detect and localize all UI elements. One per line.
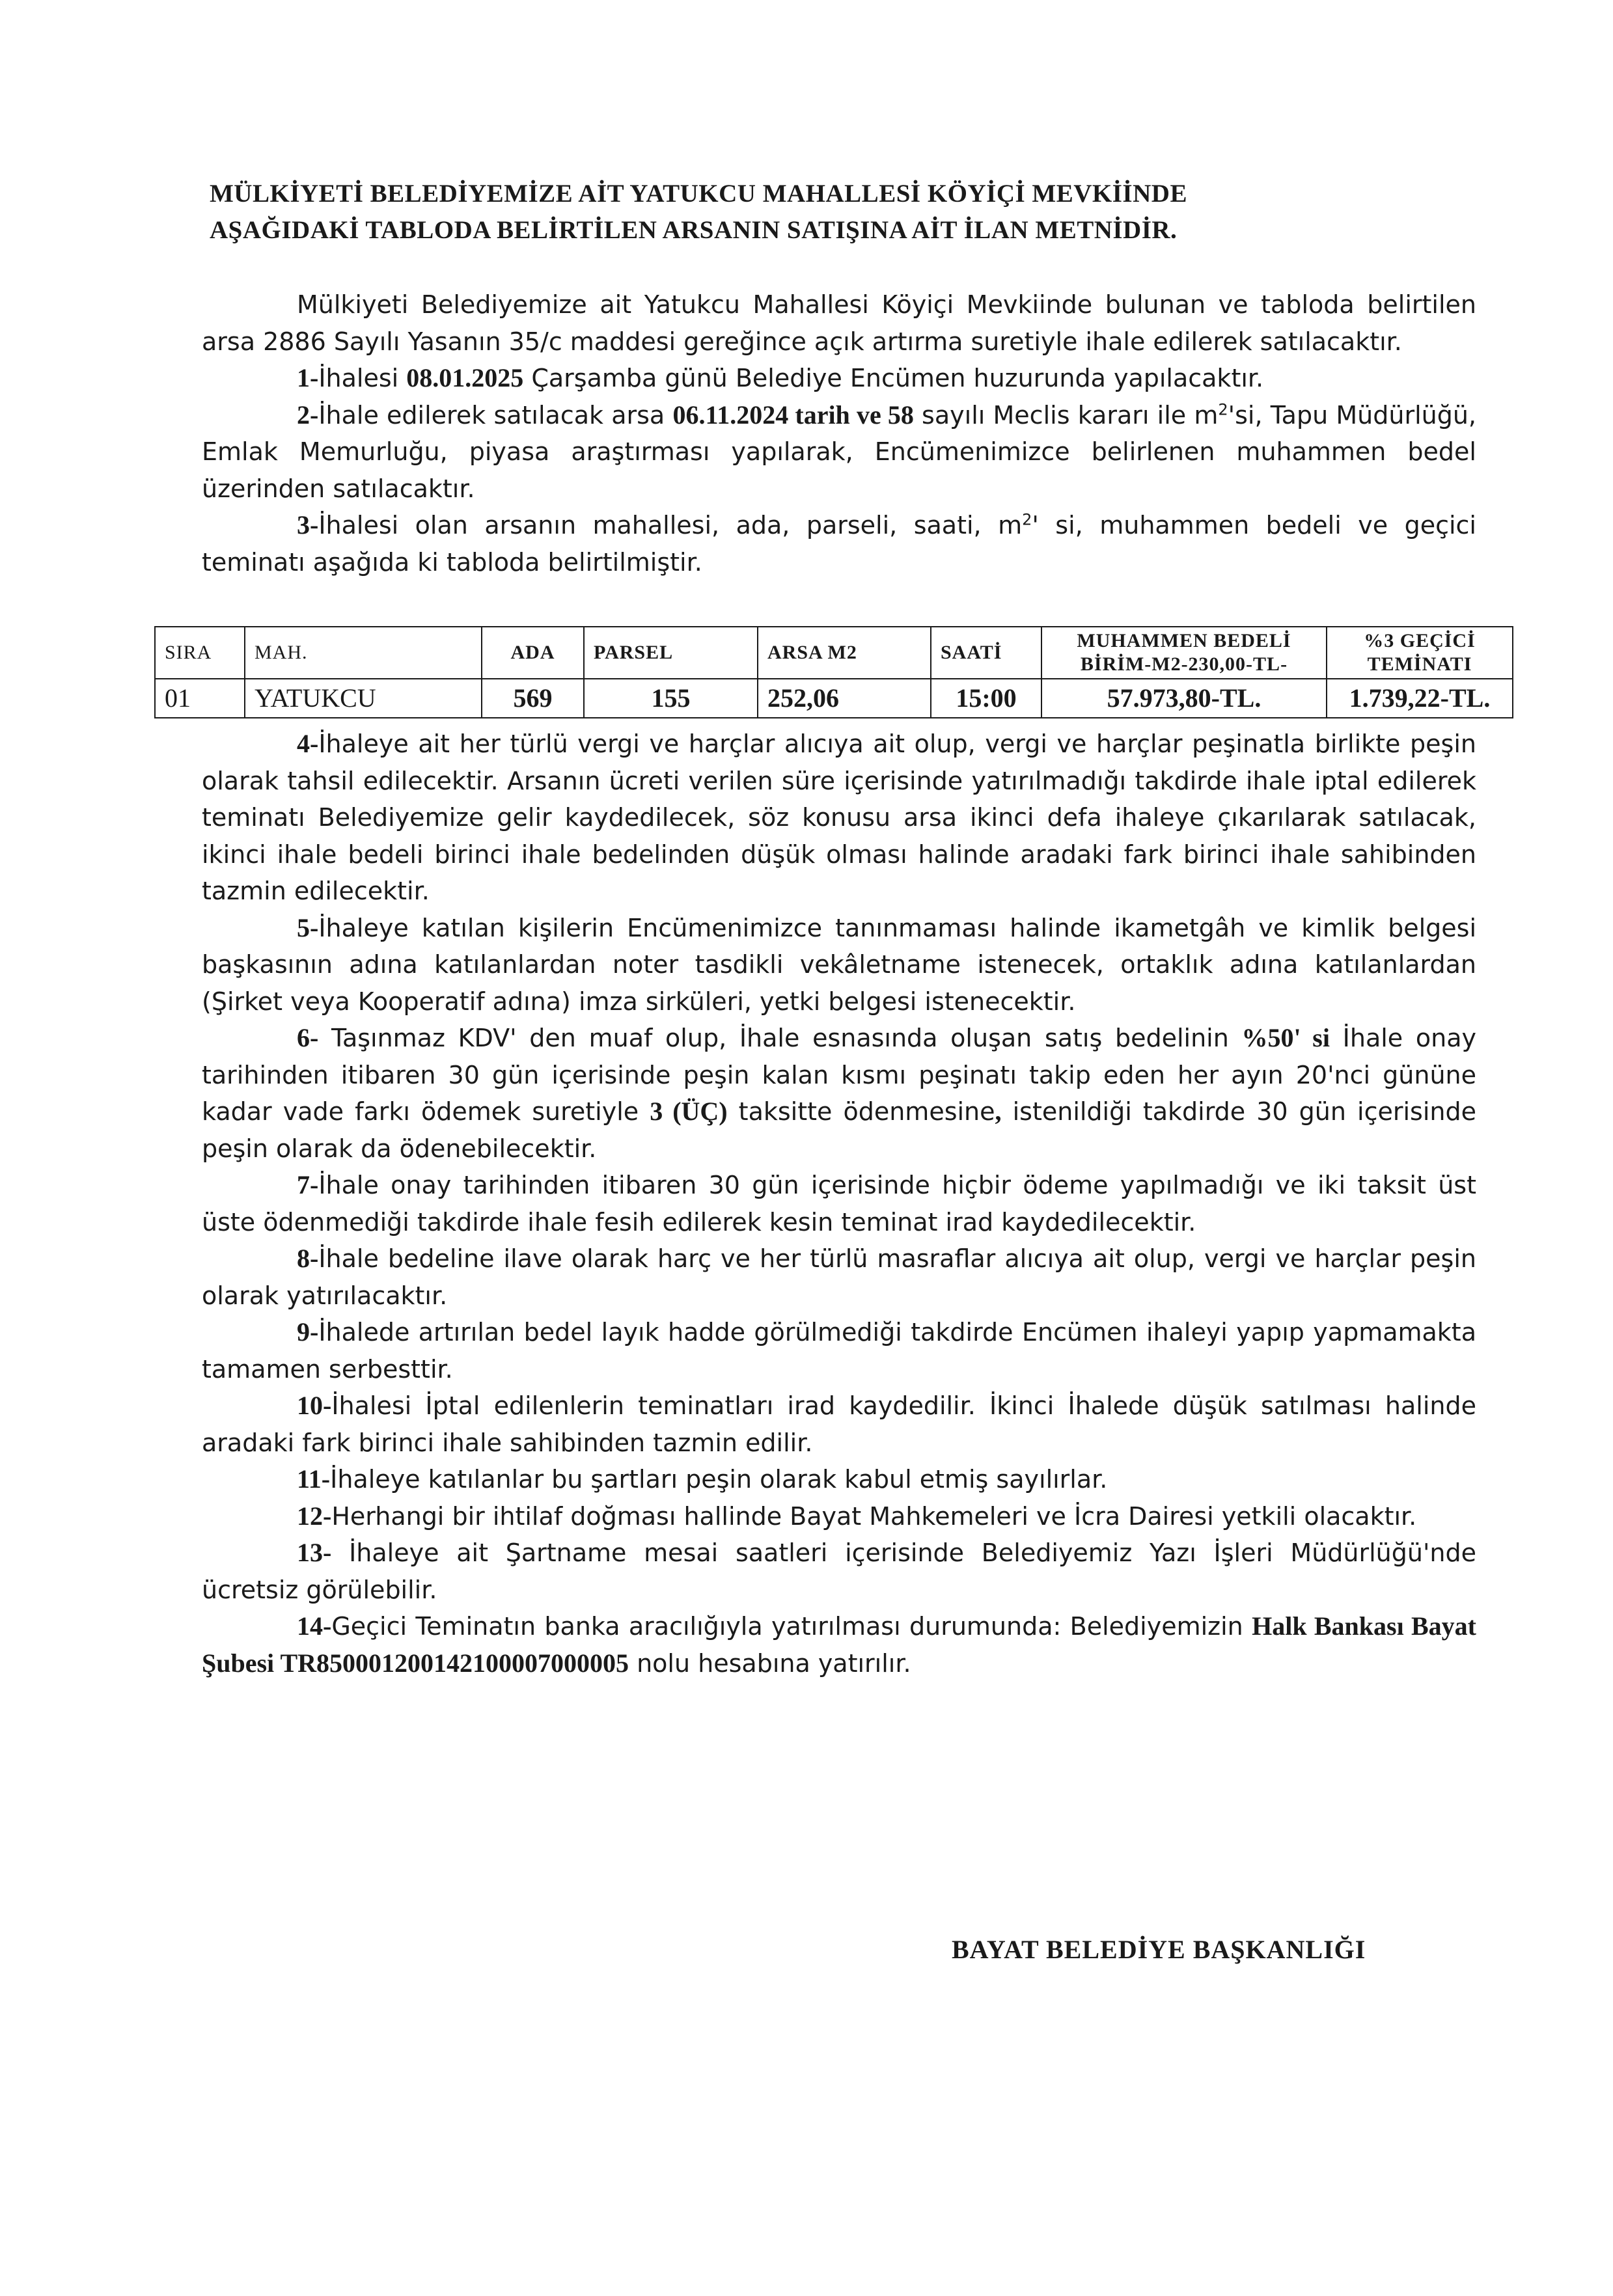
item-7-text: İhale onay tarihinden itibaren 30 gün içerisinde hiçbir ödeme yapılmadığı ve iki taksit üst üste ödenmediği takdirde ihale fesih edilerek kesin teminat irad kaydedilecektir. [202, 1171, 1476, 1237]
item-4 [202, 726, 1476, 910]
header-arsa-m2: ARSA M2 [758, 627, 931, 679]
header-ada: ADA [482, 627, 584, 679]
cell-parsel: 155 [584, 679, 758, 718]
item-8-number: 8- [297, 1244, 319, 1273]
item-12 [202, 1498, 1476, 1535]
table-row [155, 679, 1513, 718]
cell-gecici-teminat: 1.739,22-TL. [1327, 679, 1513, 718]
item-9-number: 9- [297, 1317, 319, 1346]
announcement-body [202, 286, 1476, 581]
item-1-text-b: Çarşamba günü Belediye Encümen huzurunda yapılacaktır. [523, 364, 1264, 392]
title-line-1: MÜLKİYETİ BELEDİYEMİZE AİT YATUKCU MAHALLESİ KÖYİÇİ MEVKİİNDE [210, 180, 1187, 208]
parcel-table-wrapper [154, 626, 1512, 718]
item-6-number: 6- [297, 1023, 319, 1052]
cell-arsa-m2: 252,06 [758, 679, 931, 718]
item-6 [202, 1020, 1476, 1167]
item-5 [202, 910, 1476, 1020]
header-mah: MAH. [245, 627, 482, 679]
item-11-number: 11- [297, 1464, 331, 1494]
header-saati: SAATİ [931, 627, 1041, 679]
item-9-text: İhalede artırılan bedel layık hadde görülmediği takdirde Encümen ihaleyi yapıp yapmamakta tamamen serbesttir. [202, 1318, 1476, 1384]
item-1-number: 1- [297, 363, 319, 392]
item-2-number: 2- [297, 400, 319, 430]
item-1-date: 08.01.2025 [406, 363, 524, 392]
header-bedel-line-1: MUHAMMEN BEDELİ [1077, 630, 1291, 651]
item-5-number: 5- [297, 912, 319, 942]
item-2-text-a: İhale edilerek satılacak arsa [318, 400, 673, 430]
item-6-bold-installments: 3 (ÜÇ) [650, 1097, 728, 1126]
item-14-text-a: Geçici Teminatın banka aracılığıyla yatırılması durumunda: Belediyemizin [331, 1612, 1252, 1641]
announcement-body-continued [202, 726, 1476, 1682]
item-9 [202, 1314, 1476, 1387]
item-12-text: Herhangi bir ihtilaf doğması hallinde Bayat Mahkemeleri ve İcra Dairesi yetkili olacaktır. [331, 1501, 1417, 1531]
cell-sira: 01 [155, 679, 245, 718]
cell-muhammen-bedeli: 57.973,80-TL. [1041, 679, 1327, 718]
item-3-text-b: ' si, muhammen bedeli ve geçici teminatı aşağıda ki tabloda belirtilmiştir. [202, 511, 1476, 577]
title-line-2: AŞAĞIDAKİ TABLODA BELİRTİLEN ARSANIN SATIŞINA AİT İLAN METNİDİR. [210, 216, 1178, 244]
item-11-text: İhaleye katılanlar bu şartları peşin olarak kabul etmiş sayılırlar. [330, 1465, 1108, 1494]
item-4-number: 4- [297, 729, 319, 758]
item-6-bold-percent: %50' si [1241, 1023, 1330, 1052]
item-5-text: İhaleye katılan kişilerin Encümenimizce tanınmaması halinde ikametgâh ve kimlik belgesi başkasının adına katılanlardan noter tasdikli vekâletname istenecek, ortaklık adına katılanlardan (Şirket veya Kooperatif adına) imza sirküleri, yetki belgesi istenecektir. [202, 913, 1476, 1016]
cell-mah: YATUKCU [245, 679, 482, 718]
item-8-text: İhale bedeline ilave olarak harç ve her türlü masraflar alıcıya ait olup, vergi ve harçlar peşin olarak yatırılacaktır. [202, 1244, 1476, 1310]
document-title [210, 176, 1446, 249]
item-14-number: 14- [297, 1611, 332, 1641]
item-6-text-g: istenildiği takdirde 30 gün içerisinde peşin olarak da ödenebilecektir. [202, 1097, 1476, 1163]
item-8 [202, 1240, 1476, 1314]
item-10-text: İhalesi İptal edilenlerin teminatları irad kaydedilir. İkinci İhalede düşük satılması halinde aradaki fark birinci ihale sahibinden tazmin edilir. [202, 1391, 1476, 1457]
header-teminat-line-2: TEMİNATI [1367, 653, 1472, 675]
item-3-text-a: İhalesi olan arsanın mahallesi, ada, parseli, saati, m [318, 511, 1023, 540]
cell-ada: 569 [482, 679, 584, 718]
item-10 [202, 1387, 1476, 1461]
cell-saati: 15:00 [931, 679, 1041, 718]
item-2-date: 06.11.2024 [672, 400, 789, 430]
item-2-text-c: sayılı Meclis kararı ile m [913, 400, 1219, 430]
header-teminat-line-1: %3 GEÇİCİ [1364, 630, 1476, 651]
item-2-bold: tarih ve 58 [788, 400, 914, 430]
item-6-text-c: İhale onay tarihinden itibaren 30 gün içerisinde peşin kalan kısmı peşinatı takip eden her ayın 20'nci gününe kadar vade farkı ödemek suretiyle [202, 1024, 1477, 1126]
item-12-number: 12- [297, 1501, 332, 1531]
item-6-text-a: Taşınmaz KDV' den muaf olup, İhale esnasında oluşan satış bedelinin [318, 1024, 1242, 1052]
item-14-text-c: nolu hesabına yatırılır. [629, 1648, 911, 1678]
parcel-table [154, 626, 1513, 718]
item-3-superscript: 2 [1022, 510, 1032, 529]
item-6-text-e: taksitte ödenmesine [727, 1097, 995, 1126]
item-4-text: İhaleye ait her türlü vergi ve harçlar alıcıya ait olup, vergi ve harçlar peşinatla birlikte peşin olarak tahsil edilecektir. Arsanın ücreti verilen süre içerisinde yatırılmadığı takdirde ihale iptal edilerek teminatı Belediyemize gelir kaydedilecek, söz konusu arsa ikinci defa ihaleye çıkarılarak satılacak, ikinci ihale bedeli birinci ihale bedelinden düşük olması halinde aradaki fark birinci ihale sahibinden tazmin edilecektir. [202, 730, 1476, 905]
header-bedel-line-2: BİRİM-M2-230,00-TL- [1080, 653, 1288, 675]
table-header-row [155, 627, 1513, 679]
item-13-text: İhaleye ait Şartname mesai saatleri içerisinde Belediyemiz Yazı İşleri Müdürlüğü'nde ücretsiz görülebilir. [202, 1538, 1476, 1604]
header-sira: SIRA [155, 627, 245, 679]
header-muhammen-bedeli [1041, 627, 1327, 679]
item-3-number: 3- [297, 510, 319, 540]
item-2 [202, 397, 1476, 508]
item-11 [202, 1461, 1476, 1498]
item-2-text-d: 'si, Tapu Müdürlüğü, Emlak Memurluğu, piyasa araştırması yapılarak, Encümenimizce belirlenen muhammen bedel üzerinden satılacaktır. [202, 400, 1477, 503]
item-1 [202, 360, 1476, 397]
item-7-number: 7- [297, 1170, 319, 1199]
item-3 [202, 507, 1476, 581]
intro-paragraph: Mülkiyeti Belediyemize ait Yatukcu Mahallesi Köyiçi Mevkiinde bulunan ve tabloda belirtilen arsa 2886 Sayılı Yasanın 35/c maddesi gereğince açık artırma suretiyle ihale edilerek satılacaktır. [202, 290, 1476, 356]
header-parsel: PARSEL [584, 627, 758, 679]
item-1-text-a: İhalesi [318, 364, 407, 392]
item-7 [202, 1167, 1476, 1240]
item-13 [202, 1535, 1476, 1608]
item-14-bank-account: Halk Bankası Bayat Şubesi TR850001200142100007000005 [202, 1611, 1476, 1678]
item-2-superscript: 2 [1218, 400, 1228, 418]
item-6-bold-comma: , [995, 1097, 1002, 1126]
header-gecici-teminat [1327, 627, 1513, 679]
item-13-number: 13- [297, 1538, 332, 1567]
item-10-number: 10- [297, 1391, 332, 1420]
signature-block: BAYAT BELEDİYE BAŞKANLIĞI [952, 1935, 1366, 1964]
item-14 [202, 1608, 1476, 1682]
